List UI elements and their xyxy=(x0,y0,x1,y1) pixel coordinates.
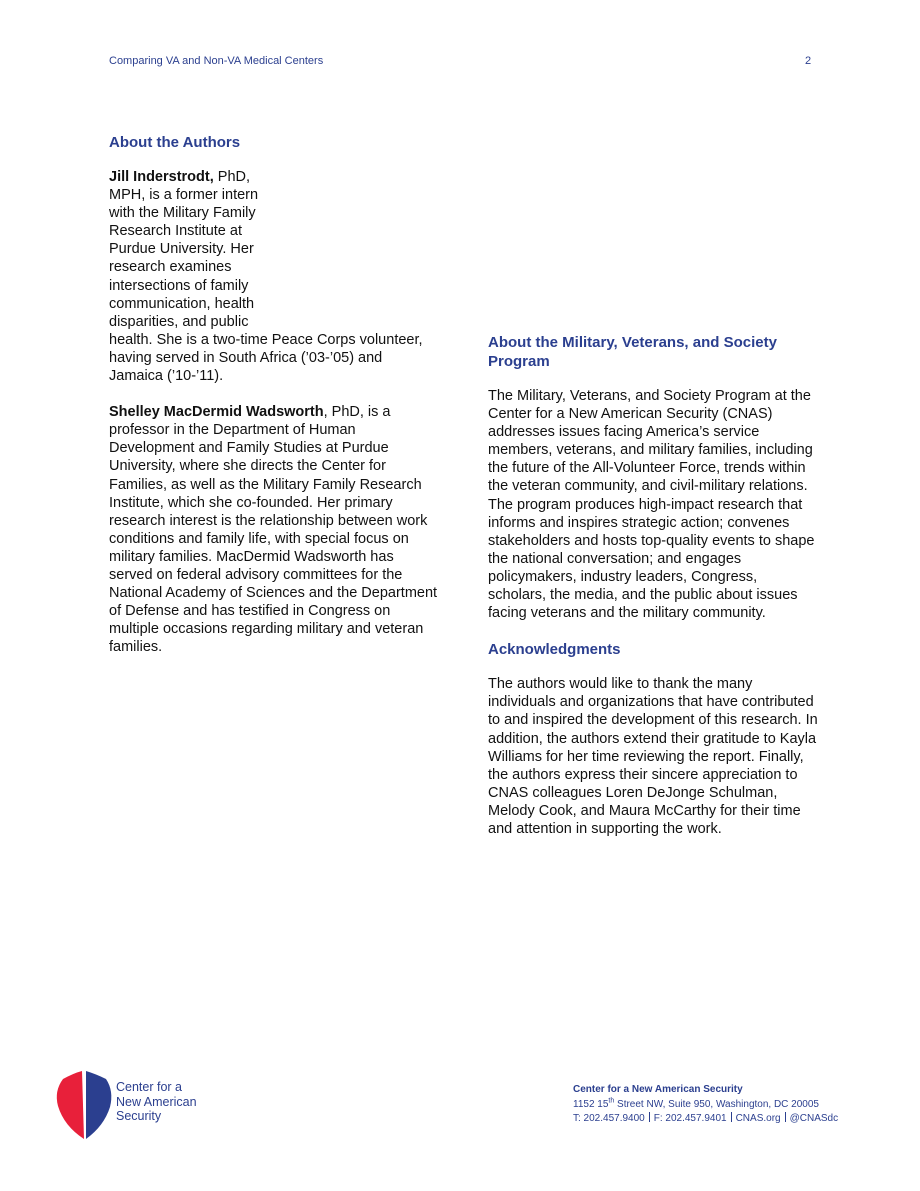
footer-fax: F: 202.457.9401 xyxy=(653,1113,727,1124)
author1-bio-line: PhD, xyxy=(213,169,251,185)
shield-right-blue xyxy=(86,1071,111,1139)
authors-section xyxy=(109,133,439,656)
author1-bio-line: intersections of family xyxy=(109,277,249,294)
logo-line: Security xyxy=(116,1109,162,1123)
footer-contacts-line xyxy=(573,1112,838,1127)
author1-name: Jill Inderstrodt, xyxy=(109,169,214,185)
logo-line: Center for a xyxy=(116,1080,183,1094)
author1-bio-line: disparities, and public xyxy=(109,313,249,330)
separator xyxy=(731,1112,732,1122)
author1-bio xyxy=(109,168,439,385)
acknowledgments-heading: Acknowledgments xyxy=(488,641,621,659)
logo-line: New American xyxy=(116,1094,197,1109)
program-body: The Military, Veterans, and Society Program at the Center for a New American Security (CNAS) addresses issues facing America’s service members, veterans, and military families, including the future of the All-Volunteer Force, trends within the veteran community, and civil-military relations. The program produces high-impact research that informs and inspires strategic action; convenes stakeholders and hosts top-quality events to shape the national conversation; and engages policymakers, industry leaders, Congress, scholars, the media, and the public about issues facing veterans and the military community. xyxy=(488,388,815,622)
author1-bio-rest: health. She is a two-time Peace Corps volunteer, having served in South Africa (’03-’05) and Jamaica (’10-’11). xyxy=(109,331,423,385)
footer-contact xyxy=(573,1083,838,1127)
author1-bio-line: Research Institute at xyxy=(109,223,242,240)
footer-org: Center for a New American Security xyxy=(573,1084,743,1095)
footer-address xyxy=(573,1098,838,1113)
authors-heading: About the Authors xyxy=(109,134,241,151)
logo-wordmark xyxy=(116,1080,197,1124)
footer-social-handle[interactable]: @CNASdc xyxy=(789,1113,839,1124)
separator xyxy=(785,1112,786,1122)
footer-address-sup: th xyxy=(608,1097,615,1105)
program-heading: About the Military, Veterans, and Society Program xyxy=(488,334,777,370)
shield-left-red xyxy=(57,1071,84,1139)
author1-bio-line: communication, health xyxy=(109,295,255,312)
separator xyxy=(649,1112,650,1122)
author1-bio-line: research examines xyxy=(109,259,232,276)
author2-name: Shelley MacDermid Wadsworth xyxy=(109,404,324,421)
footer-phone: T: 202.457.9400 xyxy=(573,1113,645,1124)
author2-bio xyxy=(109,403,439,656)
footer-address-post: Street NW, Suite 950, Washington, DC 20005 xyxy=(614,1098,819,1110)
page-number: 2 xyxy=(805,55,812,67)
author1-bio-line: MPH, is a former intern xyxy=(109,187,259,204)
author2-bio-text: , PhD, is a professor in the Department of Human Development and Family Studies at Purdue University, where she directs the Center for Families, as well as the Military Family Research Institute, which she co-founded. Her primary research interest is the relationship between work conditions and family life, with special focus on military families. MacDermid Wadsworth has served on federal advisory committees for the National Academy of Sciences and the Department of Defense and has testified in Congress on multiple occasions regarding military and veteran families. xyxy=(109,404,438,656)
running-header-title: Comparing VA and Non-VA Medical Centers xyxy=(109,55,324,67)
author1-bio-line: with the Military Family xyxy=(109,205,256,222)
footer-website-link[interactable]: CNAS.org xyxy=(735,1113,781,1124)
acknowledgments-body: The authors would like to thank the many individuals and organizations that have contributed to and inspired the development of this research. In addition, the authors extend their gratitude to Kayla Williams for her time reviewing the report. Finally, the authors express their sincere appreciation to CNAS colleagues Loren DeJonge Schulman, Melody Cook, and Maura McCarthy for their time and attention in supporting the work. xyxy=(488,676,818,837)
author1-bio-line: Purdue University. Her xyxy=(109,241,254,258)
program-section xyxy=(488,333,818,838)
footer-address-pre: 1152 15 xyxy=(573,1098,609,1110)
